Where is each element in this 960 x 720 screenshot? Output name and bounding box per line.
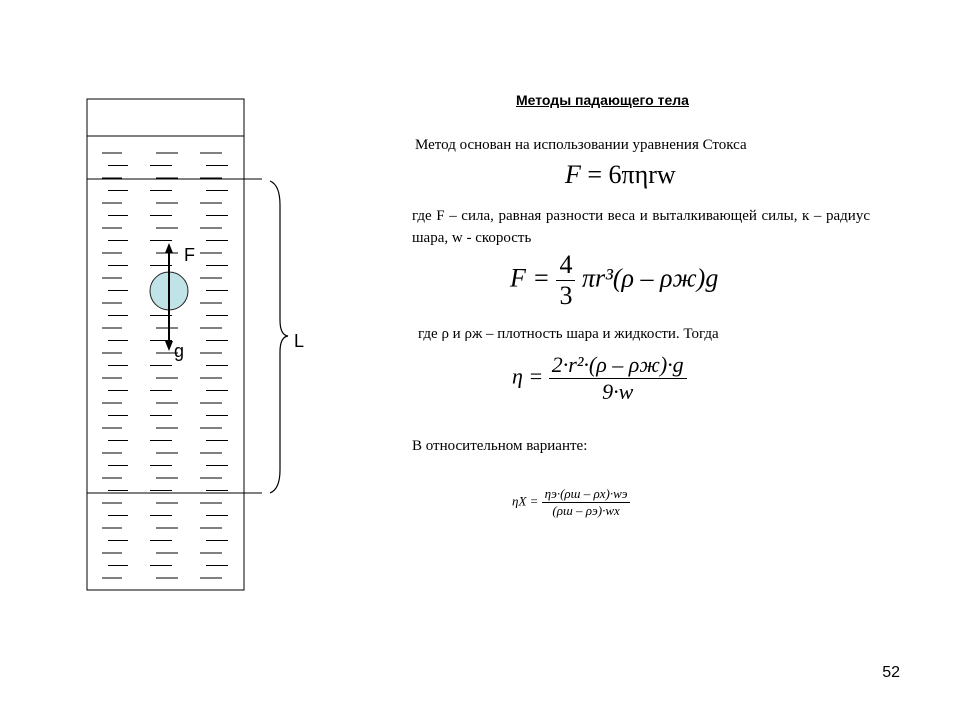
liquid-hatching <box>102 153 228 578</box>
force-arrowhead <box>165 243 173 253</box>
eq2-numerator: 4 <box>556 250 575 281</box>
eq4-lhs: ηX = <box>512 493 539 509</box>
eq4-denominator: (ρш – ρэ)·wх <box>552 503 620 518</box>
force-description: где F – сила, равная разности веса и выталкивающей силы, к – радиус шара, w - скорость <box>412 208 870 246</box>
gravity-arrowhead <box>165 341 173 351</box>
eq4-numerator: ηэ·(ρш – ρх)·wэ <box>542 486 631 503</box>
page-title: Методы падающего тела <box>516 92 689 108</box>
eq1-rhs: = 6πηrw <box>587 160 676 189</box>
eq3-numerator: 2·r²·(ρ – ρж)·g <box>549 352 687 379</box>
page-number: 52 <box>882 664 900 681</box>
viscosity-equation <box>512 352 687 405</box>
length-bracket <box>270 181 288 493</box>
intro-text: Метод основан на использовании уравнения Стокса <box>415 137 747 153</box>
eq4-fraction <box>542 486 631 519</box>
eq1-lhs: F <box>565 160 581 189</box>
eq3-lhs: η = <box>512 363 544 389</box>
gravity-label: g <box>174 341 185 361</box>
stokes-equation <box>565 160 676 190</box>
eq3-denominator: 9·w <box>602 379 634 404</box>
force-equation <box>510 250 718 311</box>
eq2-rest: πr³(ρ – ρж)g <box>581 263 719 293</box>
eq2-denominator: 3 <box>559 281 573 310</box>
relative-viscosity-equation <box>512 486 630 519</box>
force-label: F <box>184 245 195 265</box>
falling-ball-diagram <box>80 95 320 595</box>
eq2-fraction <box>556 250 575 311</box>
vessel <box>87 99 244 590</box>
eq3-fraction <box>549 352 687 405</box>
eq2-lhs: F = <box>510 263 550 293</box>
density-description: где ρ и ρж – плотность шара и жидкости. Тогда <box>418 326 719 342</box>
relative-variant-text: В относительном варианте: <box>412 438 588 454</box>
length-label: L <box>294 331 305 351</box>
